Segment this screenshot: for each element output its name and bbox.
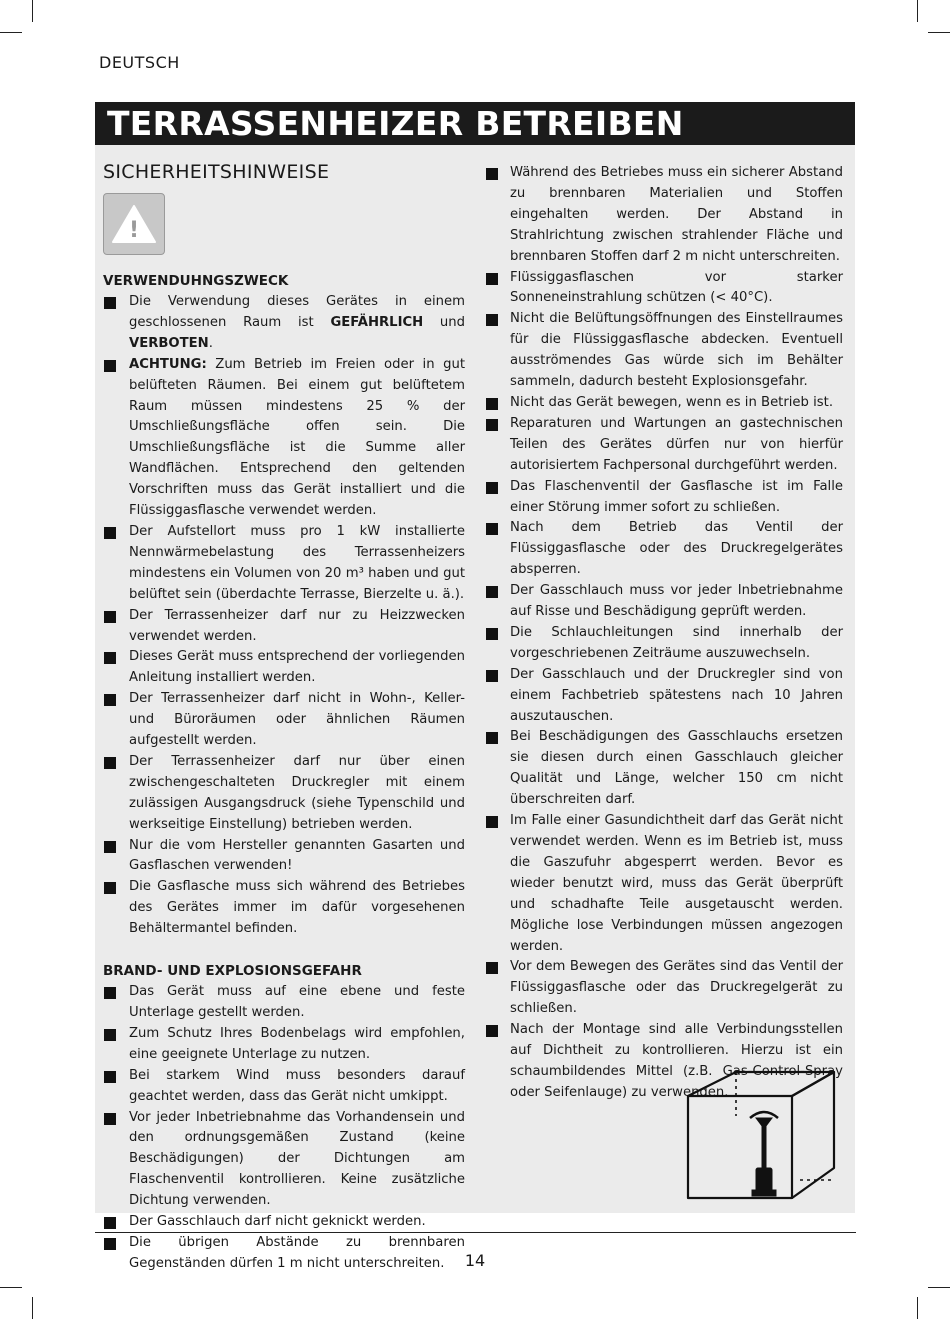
warning-symbol: ! (128, 218, 140, 243)
list-item: Der Aufstellort muss pro 1 kW installierte Nennwärmebelastung des Terrassenheizers mindestens ein Volumen von 20 m³ haben und gut belüftet sein (überdachte Terrasse, Bierzelte u. ä.). (103, 522, 465, 606)
left-column (103, 160, 465, 1275)
crop-mark (32, 1297, 33, 1319)
list-item: Nach dem Betrieb das Ventil der Flüssiggasflasche oder des Druckregelgerätes absperren. (485, 518, 843, 581)
list-item: Bei Beschädigungen des Gasschlauchs ersetzen sie diesen durch einen Gasschlauch gleicher Qualität und Länge, welcher 150 cm nicht überschreiten darf. (485, 727, 843, 811)
list-item: Vor dem Bewegen des Gerätes sind das Ventil der Flüssiggasflasche oder das Druckregelgerät zu schließen. (485, 957, 843, 1020)
right-list (485, 163, 843, 1104)
list-item: Im Falle einer Gasundichtheit darf das Gerät nicht verwendet werden. Wenn es im Betrieb ist, muss die Gaszufuhr abgesperrt werden. Bevor es wieder benutzt wird, muss das Gerät überprüft und schadhafte Teile ausgetauscht werden. Mögliche lose Verbindungen müssen angezogen werden. (485, 811, 843, 957)
list-item: Die übrigen Abstände zu brennbaren Gegenständen dürfen 1 m nicht unterschreiten. (103, 1233, 465, 1275)
list-item: ACHTUNG: Zum Betrieb im Freien oder in gut belüfteten Räumen. Bei einem gut belüftetem Raum müssen mindestens 25 % der Umschließungsfläche offen sein. Die Umschließungsfläche ist die Summe aller Wandflächen. Entsprechend den geltenden Vorschriften muss das Gerät installiert und die Flüssiggasflasche verwendet werden. (103, 355, 465, 522)
right-column (485, 163, 843, 1104)
list-item: Der Gasschlauch und der Druckregler sind von einem Fachbetrieb spätestens nach 10 Jahren auszutauschen. (485, 665, 843, 728)
crop-mark (0, 32, 22, 33)
list-item: Der Terrassenheizer darf nur über einen zwischengeschalteten Druckregler mit einem zulässigen Ausgangsdruck (siehe Typenschild und werkseitige Einstellung) betrieben werden. (103, 752, 465, 836)
language-label: DEUTSCH (99, 53, 180, 72)
list-item: Der Gasschlauch darf nicht geknickt werden. (103, 1212, 465, 1233)
list-item: Während des Betriebes muss ein sicherer Abstand zu brennbaren Materialien und Stoffen eingehalten werden. Der Abstand in Strahlrichtung zwischen strahlender Fläche und brennbaren Stoffen darf 2 m nicht unterschreiten. (485, 163, 843, 268)
footer-divider (95, 1232, 856, 1233)
crop-mark (917, 0, 918, 22)
list-item: Der Terrassenheizer darf nicht in Wohn-, Keller- und Büroräumen oder ähnlichen Räumen aufgestellt werden. (103, 689, 465, 752)
section-title: SICHERHEITSHINWEISE (103, 161, 330, 183)
crop-mark (32, 0, 33, 22)
list-item: Der Gasschlauch muss vor jeder Inbetriebnahme auf Risse und Beschädigung geprüft werden. (485, 581, 843, 623)
list-item: Der Terrassenheizer darf nur zu Heizzwecken verwendet werden. (103, 606, 465, 648)
list-item: Dieses Gerät muss entsprechend der vorliegenden Anleitung installiert werden. (103, 647, 465, 689)
list-item: Zum Schutz Ihres Bodenbelags wird empfohlen, eine geeignete Unterlage zu nutzen. (103, 1024, 465, 1066)
list-item: Nicht die Belüftungsöffnungen des Einstellraumes für die Flüssiggasflasche abdecken. Eventuell ausströmendes Gas würde sich im Behälter sammeln, dadurch besteht Explosionsgefahr. (485, 309, 843, 393)
crop-mark (917, 1297, 918, 1319)
page-number: 14 (464, 1251, 486, 1270)
fire-list (103, 982, 465, 1275)
warning-triangle-icon (111, 204, 157, 244)
list-item: Flüssiggasflaschen vor starker Sonneneinstrahlung schützen (< 40°C). (485, 268, 843, 310)
enclosed-room-heater-illustration (680, 1068, 850, 1202)
list-item: Das Gerät muss auf eine ebene und feste Unterlage gestellt werden. (103, 982, 465, 1024)
crop-mark (928, 32, 950, 33)
usage-list (103, 292, 465, 940)
list-item: Nicht das Gerät bewegen, wenn es in Betrieb ist. (485, 393, 843, 414)
list-item: Vor jeder Inbetriebnahme das Vorhandensein und den ordnungsgemäßen Zustand (keine Beschädigungen) der Dichtungen am Flaschenventil kontrollieren. Keine zusätzliche Dichtung verwenden. (103, 1108, 465, 1213)
usage-heading: VERWENDUHNGSZWECK (103, 273, 289, 289)
crop-mark (0, 1287, 22, 1288)
list-item: Die Gasflasche muss sich während des Betriebes des Gerätes immer im dafür vorgesehenen Behältermantel befinden. (103, 877, 465, 940)
title-bar (95, 102, 855, 145)
page-title: TERRASSENHEIZER BETREIBEN (107, 104, 684, 143)
crop-mark (928, 1287, 950, 1288)
warning-icon (103, 193, 165, 255)
fire-heading: BRAND- UND EXPLOSIONSGEFAHR (103, 963, 362, 980)
list-item: Die Schlauchleitungen sind innerhalb der vorgeschriebenen Zeiträume auszuwechseln. (485, 623, 843, 665)
list-item: Die Verwendung dieses Gerätes in einem geschlossenen Raum ist GEFÄHRLICH und VERBOTEN. (103, 292, 465, 355)
list-item: Das Flaschenventil der Gasflasche ist im Falle einer Störung immer sofort zu schließen. (485, 477, 843, 519)
list-item: Reparaturen und Wartungen an gastechnischen Teilen des Gerätes dürfen nur von hierfür autorisiertem Fachpersonal durchgeführt werden. (485, 414, 843, 477)
list-item: Nur die vom Hersteller genannten Gasarten und Gasflaschen verwenden! (103, 836, 465, 878)
list-item: Nach der Montage sind alle Verbindungsstellen auf Dichtheit zu kontrollieren. Hierzu ist ein schaumbildendes Mittel (z.B. Gas-Control-Spray oder Seifenlauge) zu verwenden. (485, 1020, 843, 1104)
list-item: Bei starkem Wind muss besonders darauf geachtet werden, dass das Gerät nicht umkippt. (103, 1066, 465, 1108)
heater-icon (750, 1112, 778, 1196)
